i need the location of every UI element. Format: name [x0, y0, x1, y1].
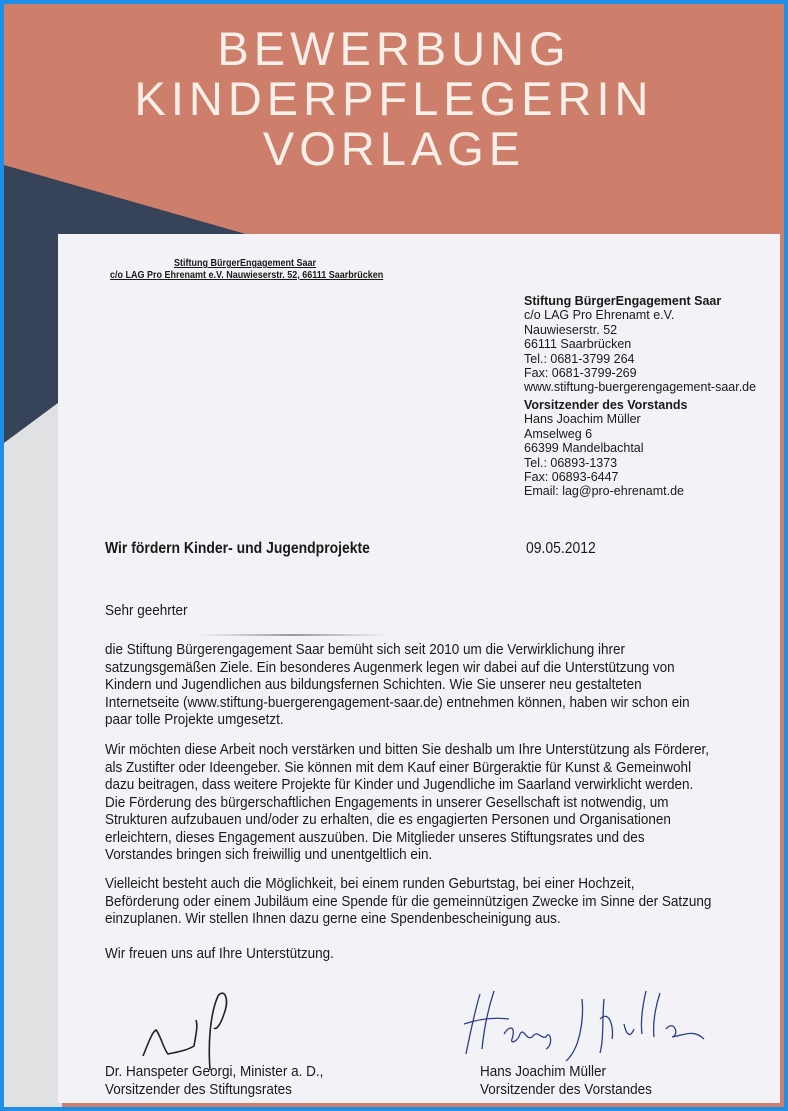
- text-line: Strukturen aufzubauen und/oder zu erhalten, die es engagierten Personen und Organisationen: [105, 811, 671, 828]
- chair-line: Hans Joachim Müller: [524, 412, 641, 427]
- gray-shape: [4, 400, 62, 1107]
- sender-block: [524, 294, 756, 395]
- signatory-role: Vorsitzender des Vorstandes: [480, 1080, 652, 1098]
- sender-line: Tel.: 0681-3799 264: [524, 351, 635, 366]
- paragraph: [105, 741, 709, 864]
- text-line: die Stiftung Bürgerengagement Saar bemüht sich seit 2010 um die Verwirklichung ihrer: [105, 641, 626, 658]
- chair-block: [524, 398, 687, 499]
- sender-line: 66111 Saarbrücken: [524, 337, 632, 352]
- signatory-role: Vorsitzender des Stiftungsrates: [105, 1080, 292, 1098]
- return-address-line: c/o LAG Pro Ehrenamt e.V. Nauwieserstr. 52, 66111 Saarbrücken: [110, 270, 384, 281]
- chair-line: Fax: 06893-6447: [524, 470, 619, 485]
- title-line: BEWERBUNG: [217, 22, 571, 75]
- text-line: Vielleicht besteht auch die Möglichkeit, bei einem runden Geburtstag, bei einer Hochzeit,: [105, 875, 635, 892]
- page-title: [4, 24, 784, 174]
- paragraph: [105, 875, 711, 928]
- chair-line: Amselweg 6: [524, 426, 593, 441]
- text-line: dazu beitragen, dass weitere Projekte für Kinder und Jugendliche im Saarland verwirklicht werden.: [105, 776, 694, 793]
- text-line: Vorstandes bringen sich freiwillig und unentgeltlich ein.: [105, 846, 433, 863]
- return-address: [110, 258, 384, 282]
- closing: [105, 945, 334, 963]
- salutation: Sehr geehrter: [105, 602, 188, 619]
- chair-line: 66399 Mandelbachtal: [524, 441, 644, 456]
- chair-line: Tel.: 06893-1373: [524, 455, 618, 470]
- letter-document: [58, 234, 780, 1103]
- sender-line: Fax: 0681-3799-269: [524, 366, 637, 381]
- text-line: Beförderung oder einem Jubiläum eine Spende für die gemeinnützigen Zwecke im Sinne der Satzung: [105, 892, 712, 910]
- text-line: Kindern und Jugendlichen aus bildungsfernen Schichten. Wie Sie unserer neu gestalteten: [105, 676, 642, 693]
- text-line: satzungsgemäßen Ziele. Ein besonderes Augenmerk legen wir dabei auf die Unterstützung von: [105, 658, 675, 676]
- signatory-name: Hans Joachim Müller: [480, 1063, 607, 1080]
- text-line: paar tolle Projekte umgesetzt.: [105, 711, 284, 728]
- text-line: Wir möchten diese Arbeit noch verstärken und bitten Sie deshalb um Ihre Unterstützung als Förderer,: [105, 741, 710, 758]
- signatory-mueller: [480, 1063, 652, 1098]
- paragraph: [105, 641, 690, 729]
- text-line: als Zustifter oder Ideengeber. Sie können mit dem Kauf einer Bürgeraktie für Kunst & Gemeinwohl: [105, 758, 692, 776]
- signatory-name: Dr. Hanspeter Georgi, Minister a. D.,: [105, 1063, 324, 1080]
- return-address-line: Stiftung BürgerEngagement Saar: [173, 258, 317, 269]
- sender-website: www.stiftung-buergerengagement-saar.de: [524, 380, 757, 395]
- fold-mark: [198, 634, 388, 636]
- text-line: Wir freuen uns auf Ihre Unterstützung.: [105, 945, 334, 962]
- sender-heading: Stiftung BürgerEngagement Saar: [524, 294, 722, 308]
- chair-email: Email: lag@pro-ehrenamt.de: [524, 484, 684, 499]
- text-line: Internetseite (www.stiftung-buergerengagement-saar.de) entnehmen können, haben wir schon ein: [105, 693, 690, 711]
- sender-line: c/o LAG Pro Ehrenamt e.V.: [524, 308, 675, 323]
- chair-heading: Vorsitzender des Vorstands: [524, 398, 688, 412]
- title-line: KINDERPFLEGERIN: [134, 72, 654, 125]
- letter-subject: Wir fördern Kinder- und Jugendprojekte: [105, 540, 370, 557]
- title-line: VORLAGE: [262, 122, 526, 175]
- letter-date: 09.05.2012: [526, 540, 596, 557]
- signatory-georgi: [105, 1063, 323, 1098]
- text-line: einzuplanen. Wir stellen Ihnen dazu gerne eine Spendenbescheinigung aus.: [105, 910, 561, 927]
- text-line: Die Förderung des bürgerschaftlichen Engagements in unserer Gesellschaft ist notwendig, um: [105, 793, 669, 811]
- text-line: erleichtern, dieses Engagement auszuüben. Die Mitglieder unseres Stiftungsrates und des: [105, 828, 645, 846]
- sender-line: Nauwieserstr. 52: [524, 322, 618, 337]
- signature-mueller: [454, 979, 754, 1069]
